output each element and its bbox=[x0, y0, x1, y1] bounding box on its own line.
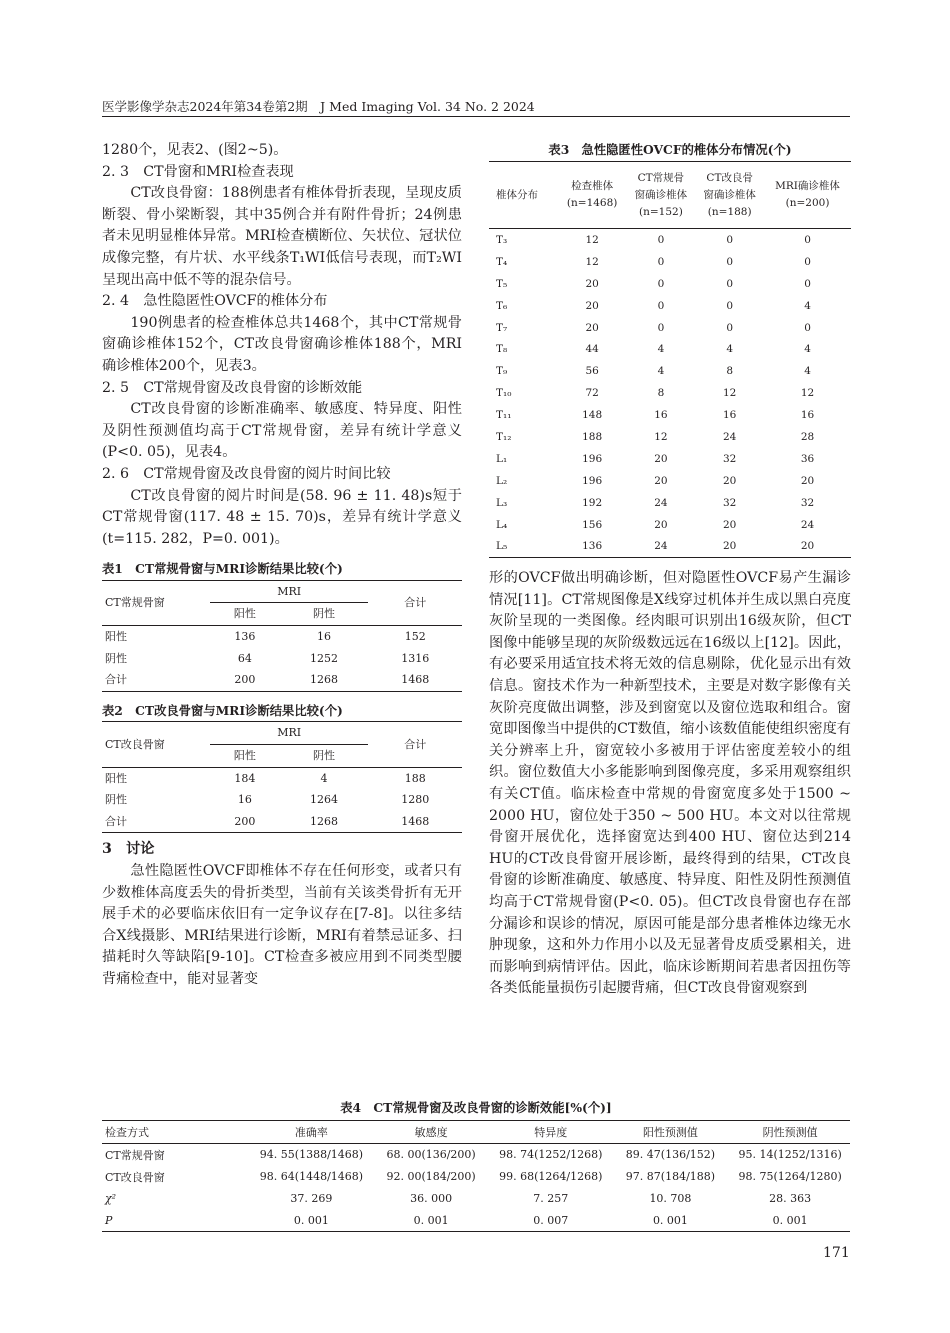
table-cell: 1468 bbox=[368, 811, 462, 833]
table-cell: T₁₀ bbox=[496, 387, 512, 400]
header-rule bbox=[102, 116, 850, 117]
paragraph: 190例患者的检查椎体总共1468个，其中CT常规骨窗确诊椎体152个，CT改良骨窗确诊椎体188个，MRI确诊椎体200个，见表3。 bbox=[102, 314, 462, 374]
table-cell: CT改良骨窗 bbox=[105, 1170, 165, 1184]
table-cell: 12 bbox=[654, 430, 668, 443]
table-cell: 阴性 bbox=[313, 607, 336, 621]
table-cell: 20 bbox=[800, 474, 815, 487]
right-column bbox=[489, 568, 851, 1000]
table-row bbox=[102, 669, 462, 691]
left-column bbox=[102, 140, 462, 991]
table-cell: 0 bbox=[657, 277, 665, 290]
table-cell: 0 bbox=[726, 255, 734, 268]
table-cell: T₁₂ bbox=[496, 430, 512, 443]
table-cell: 16 bbox=[800, 409, 815, 422]
table-cell: 36. 000 bbox=[410, 1191, 453, 1205]
table-cell: 1252 bbox=[310, 651, 339, 665]
table-cell: 20 bbox=[764, 535, 851, 557]
table-cell: 92. 00(184/200) bbox=[386, 1170, 476, 1184]
table-cell: 1268 bbox=[280, 811, 369, 833]
table-cell: 12 bbox=[585, 233, 599, 246]
table-cell: 0. 001 bbox=[371, 1209, 491, 1231]
table-cell: 136 bbox=[558, 535, 627, 557]
table-cell: 7. 257 bbox=[533, 1191, 569, 1205]
table-cell: 12 bbox=[722, 387, 737, 400]
table-cell: MRI确诊椎体 (n=200) bbox=[764, 162, 851, 229]
table-row bbox=[102, 626, 462, 648]
table-cell: 64 bbox=[237, 651, 252, 665]
table-cell: 136 bbox=[210, 626, 280, 648]
table-cell: 0 bbox=[804, 277, 811, 290]
table-row bbox=[489, 295, 851, 317]
table-cell: CT常规骨窗 bbox=[105, 1148, 165, 1162]
table-cell: 24 bbox=[800, 518, 815, 531]
table-cell: 1280 bbox=[401, 793, 430, 807]
table-cell: CT改良骨 窗确诊椎体 (n=188) bbox=[695, 162, 764, 229]
table-cell: 196 bbox=[582, 452, 603, 465]
table-cell: 1468 bbox=[368, 669, 462, 691]
table-cell: 196 bbox=[582, 474, 603, 487]
section-heading-2-6: 2. 6 CT常规骨窗及改良骨窗的阅片时间比较 bbox=[102, 465, 391, 482]
paragraph: CT改良骨窗的阅片时间是(58. 96 ± 11. 48)s短于CT常规骨窗(117. 48 ± 15. 70)s，差异有统计学意义(t=115. 282，P=0. 001)。 bbox=[102, 487, 462, 547]
table-cell: 20 bbox=[585, 321, 599, 334]
table-cell: 阴性 bbox=[105, 651, 127, 665]
table-1 bbox=[102, 558, 462, 692]
section-heading-2-3: 2. 3 CT骨窗和MRI检查表现 bbox=[102, 163, 294, 180]
running-header: 医学影像学杂志2024年第34卷第2期 J Med Imaging Vol. 34 No. 2 2024 bbox=[102, 99, 535, 114]
section-heading-3: 3 讨论 bbox=[102, 841, 155, 858]
table-cell: MRI bbox=[210, 580, 368, 603]
table-row bbox=[102, 1209, 850, 1231]
table-cell: 0 bbox=[657, 299, 665, 312]
table-cell: T₃ bbox=[496, 233, 508, 246]
table-cell: 97. 87(184/188) bbox=[625, 1170, 716, 1184]
table-cell: P bbox=[102, 1209, 252, 1231]
table-row bbox=[102, 811, 462, 833]
table-cell: 4 bbox=[804, 365, 811, 378]
paragraph: 1280个，见表2、(图2~5)。 bbox=[102, 142, 288, 158]
table-cell: 44 bbox=[585, 343, 599, 356]
table-row bbox=[102, 648, 462, 670]
table-cell: 20 bbox=[654, 452, 668, 465]
table-cell: 37. 269 bbox=[290, 1191, 333, 1205]
paragraph: 急性隐匿性OVCF即椎体不存在任何形变，或者只有少数椎体高度丢失的骨折类型，当前有关该类骨折有无开展手术的必要临床依旧有一定争议存在[7-8]。以往多结合X线摄影、MRI结果进行诊断，MRI有着禁忌证多、扫描耗时久等缺陷[9-10]。CT检查多被应用到不同类型腰背痛检查中，能对显著变 bbox=[102, 863, 462, 987]
table-cell: 98. 74(1252/1268) bbox=[499, 1148, 603, 1162]
table-row bbox=[102, 1166, 850, 1188]
table-cell: 32 bbox=[722, 452, 737, 465]
table-header-cell: 阳性预测值 bbox=[611, 1121, 731, 1144]
table-4-caption: 表4 CT常规骨窗及改良骨窗的诊断效能[%(个)] bbox=[340, 1100, 612, 1115]
table-3-caption: 表3 急性隐匿性OVCF的椎体分布情况(个) bbox=[548, 142, 792, 157]
table-row bbox=[489, 382, 851, 404]
table-row bbox=[489, 535, 851, 557]
table-cell: 阴性 bbox=[105, 793, 127, 807]
table-cell: T₈ bbox=[496, 343, 508, 356]
table-cell: 20 bbox=[654, 474, 668, 487]
table-row bbox=[102, 767, 462, 789]
table-cell: 20 bbox=[695, 535, 764, 557]
table-1-caption: 表1 CT常规骨窗与MRI诊断结果比较(个) bbox=[102, 561, 343, 577]
table-cell: MRI bbox=[210, 722, 368, 745]
table-cell: T₇ bbox=[496, 321, 508, 334]
table-cell: CT常规骨 窗确诊椎体 (n=152) bbox=[627, 162, 696, 229]
table-cell: 4 bbox=[726, 343, 734, 356]
table-cell: 192 bbox=[582, 496, 603, 509]
table-cell: 200 bbox=[210, 811, 280, 833]
paragraph: CT改良骨窗：188例患者有椎体骨折表现，呈现皮质断裂、骨小梁断裂，其中35例合并有附件骨折；24例患者未见明显椎体异常。MRI检查横断位、矢状位、冠状位成像完整，有片状、水平线条T₁WI低信号表现，而T₂WI呈现出高中低不等的混杂信号。 bbox=[102, 185, 462, 288]
table-cell: 20 bbox=[722, 474, 737, 487]
table-cell: 0 bbox=[726, 299, 734, 312]
table-cell: 12 bbox=[800, 387, 815, 400]
table-cell: CT常规骨窗 bbox=[102, 580, 210, 625]
table-cell: 合计 bbox=[102, 669, 210, 691]
table-cell: T₉ bbox=[496, 365, 508, 378]
table-cell: L₁ bbox=[496, 452, 508, 465]
table-cell: 188 bbox=[368, 767, 462, 789]
table-cell: L₅ bbox=[489, 535, 558, 557]
section-heading-2-5: 2. 5 CT常规骨窗及改良骨窗的诊断效能 bbox=[102, 379, 363, 396]
table-cell: 阳性 bbox=[233, 607, 256, 621]
table-4 bbox=[102, 1098, 850, 1232]
table-cell: 4 bbox=[657, 365, 665, 378]
table-cell: 200 bbox=[210, 669, 280, 691]
table-2 bbox=[102, 700, 462, 834]
table-cell: 4 bbox=[280, 767, 369, 789]
table-cell: 20 bbox=[654, 518, 668, 531]
table-cell: 24 bbox=[627, 535, 696, 557]
table-row bbox=[489, 426, 851, 448]
table-cell: 检查椎体 (n=1468) bbox=[558, 162, 627, 229]
table-cell: 1316 bbox=[401, 651, 430, 665]
table-cell: 阴性 bbox=[313, 749, 336, 763]
table-cell: 20 bbox=[722, 518, 737, 531]
table-cell: 合计 bbox=[102, 811, 210, 833]
table-cell: 32 bbox=[800, 496, 815, 509]
table-cell: L₂ bbox=[496, 474, 508, 487]
table-cell: 20 bbox=[585, 299, 599, 312]
table-cell: 阳性 bbox=[102, 626, 210, 648]
table-cell: 16 bbox=[722, 409, 737, 422]
table-cell: T₁₁ bbox=[496, 409, 512, 422]
table-cell: T₅ bbox=[496, 277, 508, 290]
table-cell: 合计 bbox=[368, 722, 462, 767]
table-cell: 10. 708 bbox=[649, 1191, 692, 1205]
table-cell: 94. 55(1388/1468) bbox=[259, 1148, 364, 1162]
table-cell: 184 bbox=[210, 767, 280, 789]
table-cell: 0 bbox=[726, 321, 734, 334]
table-cell: 0. 001 bbox=[611, 1209, 731, 1231]
table-row bbox=[489, 470, 851, 492]
table-cell: T₆ bbox=[496, 299, 508, 312]
table-cell: 0. 001 bbox=[252, 1209, 372, 1231]
table-cell: 0 bbox=[657, 321, 665, 334]
table-cell: 0. 001 bbox=[730, 1209, 850, 1231]
table-cell: 36 bbox=[800, 452, 815, 465]
table-cell: L₃ bbox=[496, 496, 508, 509]
table-cell: 188 bbox=[582, 430, 603, 443]
table-cell: χ² bbox=[105, 1191, 117, 1205]
table-header-cell: 特异度 bbox=[491, 1121, 611, 1144]
table-cell: 阳性 bbox=[102, 767, 210, 789]
table-cell: 89. 47(136/152) bbox=[625, 1148, 716, 1162]
table-cell: 24 bbox=[654, 496, 668, 509]
table-row bbox=[489, 317, 851, 339]
table-row bbox=[489, 492, 851, 514]
table-2-caption: 表2 CT改良骨窗与MRI诊断结果比较(个) bbox=[102, 702, 343, 718]
table-3 bbox=[489, 140, 851, 558]
table-cell: L₄ bbox=[496, 518, 508, 531]
table-cell: 98. 64(1448/1468) bbox=[259, 1170, 364, 1184]
table-row bbox=[489, 251, 851, 273]
table-header-cell: 准确率 bbox=[252, 1121, 372, 1144]
table-header-cell: 阴性预测值 bbox=[730, 1121, 850, 1144]
table-row bbox=[489, 229, 851, 251]
paragraph: 形的OVCF做出明确诊断，但对隐匿性OVCF易产生漏诊情况[11]。CT常规图像是X线穿过机体并生成以黑白亮度灰阶呈现的一类图像。经肉眼可识别出16级灰阶，但CT图像中能够呈现的灰阶级数远远在16级以上[12]。因此，有必要采用适宜技术将无效的信息剔除，优化显示出有效信息。窗技术作为一种新型技术，主要是对数字影像有关灰阶亮度做出调整，涉及到窗宽以及窗位选取和组合。窗宽即图像当中提供的CT数值，缩小该数值能使组织密度有关分辨率上升，窗宽较小多被用于评估密度差较小的组织。窗位数值大小多能影响到图像亮度，多采用观察组织有关CT值。临床检查中常规的骨窗宽度多处于1500 ~ 2000 HU，窗位处于350 ~ 500 HU。本文对以往常规骨窗开展优化，选择窗宽达到400 HU、窗位达到214 HU的CT改良骨窗开展诊断，最终得到的结果，CT改良骨窗的诊断准确度、敏感度、特异度、阳性及阴性预测值均高于CT常规骨窗(P<0. 05)。但CT改良骨窗也存在部分漏诊和误诊的情况，原因可能是部分患者椎体边缘无水肿现象，这和外力作用小以及无显著骨皮质受累相关，进而影响到病情评估。因此，临床诊断期间若患者因扭伤等各类低能量损伤引起腰背痛，但CT改良骨窗观察到 bbox=[489, 570, 851, 997]
table-cell: 0 bbox=[804, 321, 811, 334]
table-cell: 28. 363 bbox=[769, 1191, 812, 1205]
table-cell: 4 bbox=[804, 299, 811, 312]
page-number: 171 bbox=[823, 1245, 850, 1261]
table-cell: 0 bbox=[726, 233, 734, 246]
table-cell: 8 bbox=[657, 387, 665, 400]
table-cell: 0 bbox=[657, 255, 665, 268]
table-header-row bbox=[102, 1121, 850, 1144]
table-cell: 24 bbox=[722, 430, 737, 443]
table-cell: 4 bbox=[657, 343, 665, 356]
table-cell: 0 bbox=[804, 233, 811, 246]
table-cell: 16 bbox=[237, 793, 252, 807]
section-heading-2-4: 2. 4 急性隐匿性OVCF的椎体分布 bbox=[102, 293, 328, 310]
table-cell: 椎体分布 bbox=[489, 162, 558, 229]
table-row bbox=[102, 1144, 850, 1166]
table-cell: 99. 68(1264/1268) bbox=[499, 1170, 603, 1184]
table-row bbox=[489, 404, 851, 426]
table-header-cell: 检查方式 bbox=[102, 1121, 252, 1144]
table-row bbox=[102, 1188, 850, 1210]
table-cell: 16 bbox=[654, 409, 668, 422]
table-cell: 72 bbox=[585, 387, 599, 400]
table-cell: CT改良骨窗 bbox=[102, 722, 210, 767]
table-cell: 148 bbox=[582, 409, 603, 422]
table-cell: 56 bbox=[585, 365, 599, 378]
table-cell: 95. 14(1252/1316) bbox=[738, 1148, 842, 1162]
table-cell: 合计 bbox=[368, 580, 462, 625]
table-cell: T₄ bbox=[496, 255, 508, 268]
table-row bbox=[489, 448, 851, 470]
table-cell: 16 bbox=[280, 626, 369, 648]
table-cell: 32 bbox=[722, 496, 737, 509]
table-cell: 12 bbox=[585, 255, 599, 268]
table-header-row bbox=[489, 162, 851, 229]
table-header-cell: 敏感度 bbox=[371, 1121, 491, 1144]
table-row bbox=[489, 360, 851, 382]
table-row bbox=[102, 789, 462, 811]
table-cell: 阳性 bbox=[233, 749, 256, 763]
table-cell: 156 bbox=[582, 518, 603, 531]
table-cell: 1268 bbox=[280, 669, 369, 691]
table-cell: 98. 75(1264/1280) bbox=[738, 1170, 842, 1184]
table-cell: 0 bbox=[657, 233, 665, 246]
table-cell: 1264 bbox=[310, 793, 339, 807]
paragraph: CT改良骨窗的诊断准确率、敏感度、特异度、阳性及阴性预测值均高于CT常规骨窗，差异有统计学意义(P<0. 05)，见表4。 bbox=[102, 401, 462, 461]
table-cell: 20 bbox=[585, 277, 599, 290]
table-cell: 28 bbox=[800, 430, 815, 443]
table-cell: 4 bbox=[804, 343, 811, 356]
table-cell: 8 bbox=[726, 365, 734, 378]
table-row bbox=[489, 338, 851, 360]
table-cell: 0. 007 bbox=[491, 1209, 611, 1231]
table-cell: 68. 00(136/200) bbox=[386, 1148, 476, 1162]
table-cell: 0 bbox=[726, 277, 734, 290]
table-cell: 152 bbox=[368, 626, 462, 648]
table-row bbox=[489, 273, 851, 295]
table-row bbox=[489, 514, 851, 536]
table-cell: 0 bbox=[804, 255, 811, 268]
